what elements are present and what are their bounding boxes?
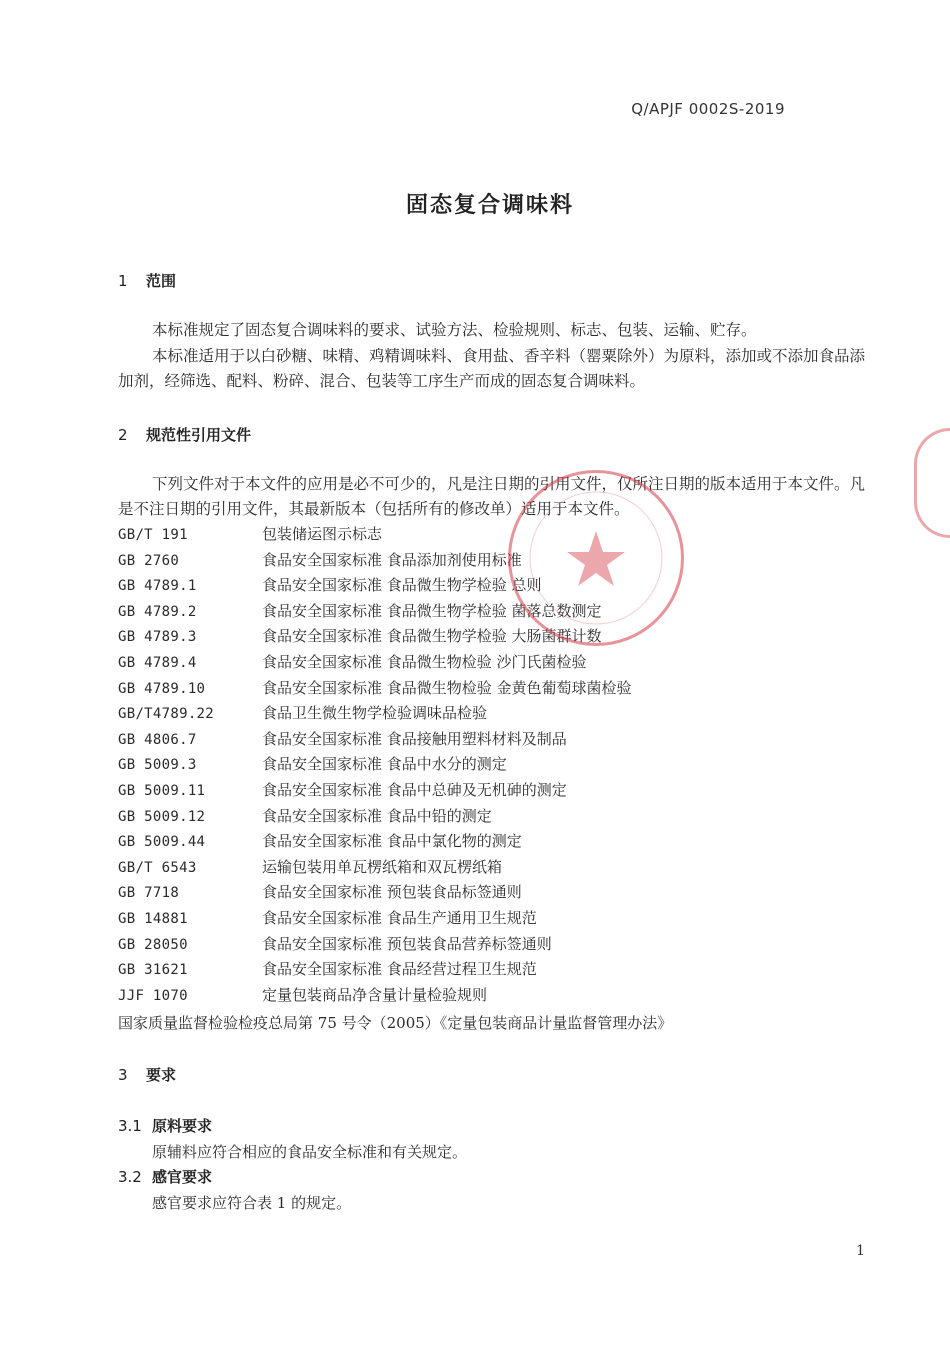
- reference-title: 食品安全国家标准 食品微生物学检验 菌落总数测定: [262, 601, 602, 620]
- reference-row: [118, 624, 818, 650]
- reference-title: 食品安全国家标准 食品微生物学检验 大肠菌群计数: [262, 627, 602, 646]
- reference-code: GB 5009.3: [118, 757, 197, 774]
- reference-title: 食品安全国家标准 食品中总砷及无机砷的测定: [262, 780, 567, 799]
- section-number: 1: [118, 272, 128, 290]
- reference-title: 食品卫生微生物学检验调味品检验: [262, 704, 488, 723]
- reference-row: [118, 752, 818, 778]
- section-2-intro: 下列文件对于本文件的应用是必不可少的，凡是注日期的引用文件，仅所注日期的版本适用于本文件。凡是不注日期的引用文件，其最新版本（包括所有的修改单）适用于本文件。: [118, 475, 866, 518]
- subsection-3-1-text: 原辅料应符合相应的食品安全标准和有关规定。: [152, 1143, 468, 1161]
- reference-title: 食品安全国家标准 食品添加剂使用标准: [262, 550, 522, 569]
- subsection-3-1-heading: [118, 1115, 212, 1136]
- edge-seal-stamp: [914, 428, 950, 538]
- reference-row: [118, 701, 818, 727]
- section-number: 2: [118, 426, 128, 444]
- reference-row: [118, 880, 818, 906]
- section-title: 规范性引用文件: [146, 426, 252, 444]
- reference-row: [118, 676, 818, 702]
- reference-row: [118, 548, 818, 574]
- reference-title: 食品安全国家标准 食品微生物检验 金黄色葡萄球菌检验: [262, 678, 632, 697]
- reference-code: GB 14881: [118, 910, 188, 927]
- reference-title: 食品安全国家标准 食品经营过程卫生规范: [262, 960, 537, 979]
- reference-title: 包装储运图示标志: [262, 525, 383, 543]
- reference-list: [118, 522, 818, 1008]
- reference-code: GB 5009.12: [118, 808, 206, 825]
- reference-code: GB 2760: [118, 552, 180, 569]
- reference-row: [118, 932, 818, 958]
- reference-row: [118, 906, 818, 932]
- reference-code: GB 4789.3: [118, 629, 197, 646]
- reference-regulation: 国家质量监督检验检疫总局第 75 号令（2005）《定量包装商品计量监督管理办法》: [118, 1014, 673, 1032]
- reference-code: GB 4789.2: [118, 603, 197, 620]
- section-number: 3: [118, 1066, 128, 1084]
- subsection-3-2-text: 感官要求应符合表 1 的规定。: [152, 1194, 352, 1212]
- reference-title: 食品安全国家标准 预包装食品标签通则: [262, 883, 522, 902]
- section-title: 要求: [146, 1066, 177, 1084]
- reference-title: 食品安全国家标准 食品中水分的测定: [262, 755, 507, 774]
- subsection-number: 3.2: [118, 1168, 142, 1186]
- reference-row: [118, 778, 818, 804]
- reference-row: [118, 804, 818, 830]
- reference-code: GB/T4789.22: [118, 706, 215, 723]
- reference-row: [118, 727, 818, 753]
- reference-title: 食品安全国家标准 预包装食品营养标签通则: [262, 934, 552, 953]
- reference-code: GB 4806.7: [118, 731, 197, 748]
- reference-code: GB 7718: [118, 885, 180, 902]
- reference-row: [118, 957, 818, 983]
- section-1-paragraph-2: 本标准适用于以白砂糖、味精、鸡精调味料、食用盐、香辛料（罂粟除外）为原料，添加或不添加食品添加剂，经筛选、配料、粉碎、混合、包装等工序生产而成的固态复合调味料。: [118, 347, 866, 390]
- section-3-heading: [118, 1064, 176, 1085]
- reference-title: 食品安全国家标准 食品生产通用卫生规范: [262, 908, 537, 927]
- reference-code: GB/T 6543: [118, 859, 197, 876]
- reference-title: 定量包装商品净含量计量检验规则: [262, 985, 488, 1004]
- reference-title: 食品安全国家标准 食品接触用塑料材料及制品: [262, 729, 567, 748]
- reference-code: GB 5009.44: [118, 834, 206, 851]
- reference-title: 食品安全国家标准 食品微生物学检验 总则: [262, 576, 542, 595]
- reference-title: 食品安全国家标准 食品中铅的测定: [262, 806, 492, 825]
- section-1-paragraph-1: 本标准规定了固态复合调味料的要求、试验方法、检验规则、标志、包装、运输、贮存。: [152, 321, 757, 339]
- reference-title: 运输包装用单瓦楞纸箱和双瓦楞纸箱: [262, 857, 503, 876]
- reference-code: GB 5009.11: [118, 782, 206, 799]
- reference-code: GB/T 191: [118, 527, 188, 543]
- section-1-heading: [118, 270, 176, 291]
- reference-row: [118, 522, 818, 548]
- reference-code: JJF 1070: [118, 987, 188, 1004]
- document-code: Q/APJF 0002S-2019: [631, 100, 785, 118]
- reference-row: [118, 855, 818, 881]
- reference-code: GB 4789.4: [118, 654, 197, 671]
- subsection-number: 3.1: [118, 1117, 142, 1135]
- reference-row: [118, 650, 818, 676]
- reference-title: 食品安全国家标准 食品微生物检验 沙门氏菌检验: [262, 652, 587, 671]
- reference-code: GB 31621: [118, 962, 188, 979]
- reference-code: GB 4789.1: [118, 578, 197, 595]
- reference-row: [118, 599, 818, 625]
- page-number: 1: [856, 1243, 865, 1259]
- subsection-title: 原料要求: [152, 1117, 213, 1135]
- reference-code: GB 4789.10: [118, 680, 206, 697]
- reference-title: 食品安全国家标准 食品中氯化物的测定: [262, 832, 522, 851]
- reference-row: [118, 983, 818, 1009]
- reference-row: [118, 829, 818, 855]
- subsection-title: 感官要求: [152, 1168, 213, 1186]
- document-title: 固态复合调味料: [405, 193, 574, 218]
- section-title: 范围: [146, 272, 177, 290]
- reference-code: GB 28050: [118, 936, 188, 953]
- reference-row: [118, 573, 818, 599]
- section-2-heading: [118, 424, 251, 445]
- subsection-3-2-heading: [118, 1166, 212, 1187]
